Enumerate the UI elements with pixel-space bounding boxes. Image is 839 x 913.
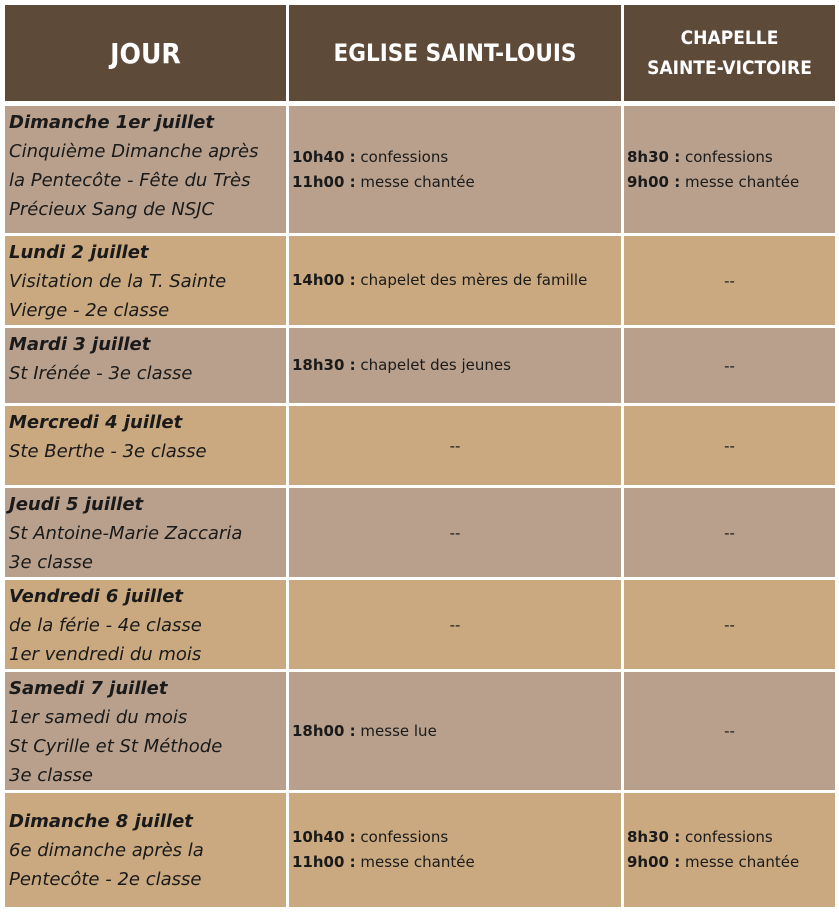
day-cell (4, 487, 288, 579)
church-schedule-cell (288, 104, 623, 235)
day-cell (4, 671, 288, 792)
day-cell (4, 792, 288, 909)
chapel-schedule-cell (623, 104, 837, 235)
chapel-empty-cell: -- (623, 235, 837, 327)
schedule-time: 9h00 : (627, 853, 681, 871)
day-title: Dimanche 1er juillet (9, 112, 214, 133)
day-line: Ste Berthe - 3e classe (9, 441, 207, 462)
schedule-line (627, 825, 835, 850)
schedule-line (292, 850, 621, 875)
schedule-time: 8h30 : (627, 828, 681, 846)
day-title: Mercredi 4 juillet (9, 412, 183, 433)
day-line: la Pentecôte - Fête du Très (9, 170, 251, 191)
schedule-time: 10h40 : (292, 828, 356, 846)
day-line: Visitation de la T. Sainte (9, 271, 227, 292)
day-line: 1er samedi du mois (9, 707, 188, 728)
day-title: Dimanche 8 juillet (9, 811, 193, 832)
schedule-time: 18h00 : (292, 721, 356, 740)
schedule-label: chapelet des jeunes (355, 356, 511, 374)
day-cell (4, 579, 288, 671)
church-empty-cell: -- (288, 579, 623, 671)
header-row (4, 4, 837, 104)
day-cell (4, 235, 288, 327)
schedule-label: messe chantée (355, 172, 475, 191)
schedule-line (627, 145, 835, 170)
day-title: Jeudi 5 juillet (9, 494, 144, 515)
schedule-time: 9h00 : (627, 172, 681, 191)
schedule-time: 11h00 : (292, 853, 356, 871)
day-line: Vierge - 2e classe (9, 300, 170, 321)
header-eglise-saint-louis: EGLISE SAINT-LOUIS (288, 4, 623, 104)
schedule-line (292, 145, 621, 170)
day-title: Vendredi 6 juillet (9, 586, 184, 607)
schedule-time: 10h40 : (292, 147, 356, 166)
schedule-line (627, 850, 835, 875)
table-row (4, 405, 837, 487)
day-title: Mardi 3 juillet (9, 334, 151, 355)
chapel-empty-cell: -- (623, 671, 837, 792)
day-line: Cinquième Dimanche après (9, 141, 259, 162)
schedule-label: messe lue (355, 721, 437, 740)
day-line: 6e dimanche après la (9, 840, 204, 861)
table-row (4, 792, 837, 909)
day-line: Pentecôte - 2e classe (9, 869, 202, 890)
day-line: 1er vendredi du mois (9, 644, 202, 665)
schedule-label: confessions (355, 828, 449, 846)
schedule-label: messe chantée (680, 853, 800, 871)
schedule-line (292, 268, 621, 293)
church-empty-cell: -- (288, 405, 623, 487)
church-schedule-cell (288, 235, 623, 327)
church-schedule-cell (288, 792, 623, 909)
day-cell (4, 104, 288, 235)
chapel-empty-cell: -- (623, 579, 837, 671)
header-chapelle-line1: CHAPELLE (680, 27, 779, 49)
schedule-label: messe chantée (355, 853, 475, 871)
day-line: Précieux Sang de NSJC (9, 199, 215, 220)
chapel-empty-cell: -- (623, 487, 837, 579)
day-title: Samedi 7 juillet (9, 678, 168, 699)
table-row (4, 327, 837, 405)
table-row (4, 235, 837, 327)
day-line: 3e classe (9, 552, 94, 573)
chapel-empty-cell: -- (623, 327, 837, 405)
schedule-table (2, 2, 838, 910)
table-row (4, 487, 837, 579)
schedule-time: 8h30 : (627, 147, 681, 166)
schedule-line (292, 170, 621, 195)
church-schedule-cell (288, 671, 623, 792)
day-cell (4, 327, 288, 405)
chapel-empty-cell: -- (623, 405, 837, 487)
header-chapelle-line2: SAINTE-VICTOIRE (647, 57, 812, 79)
chapel-schedule-cell (623, 792, 837, 909)
table-row (4, 671, 837, 792)
day-line: de la férie - 4e classe (9, 615, 202, 636)
schedule-line (627, 170, 835, 195)
day-line: St Irénée - 3e classe (9, 363, 193, 384)
day-line: 3e classe (9, 765, 94, 786)
schedule-label: chapelet des mères de famille (355, 271, 588, 289)
church-empty-cell: -- (288, 487, 623, 579)
schedule-time: 11h00 : (292, 172, 356, 191)
schedule-time: 14h00 : (292, 271, 356, 289)
church-schedule-cell (288, 327, 623, 405)
schedule-time: 18h30 : (292, 356, 356, 374)
table-row (4, 104, 837, 235)
schedule-label: messe chantée (680, 172, 800, 191)
schedule-label: confessions (355, 147, 449, 166)
header-chapelle-sainte-victoire (623, 4, 837, 104)
table-row (4, 579, 837, 671)
day-cell (4, 405, 288, 487)
schedule-label: confessions (680, 828, 773, 846)
schedule-line (292, 353, 621, 378)
schedule-line (292, 825, 621, 850)
day-line: St Cyrille et St Méthode (9, 736, 223, 757)
schedule-label: confessions (680, 147, 773, 166)
schedule-line (292, 719, 621, 744)
day-line: St Antoine-Marie Zaccaria (9, 523, 243, 544)
header-jour: JOUR (4, 4, 288, 104)
day-title: Lundi 2 juillet (9, 242, 149, 263)
